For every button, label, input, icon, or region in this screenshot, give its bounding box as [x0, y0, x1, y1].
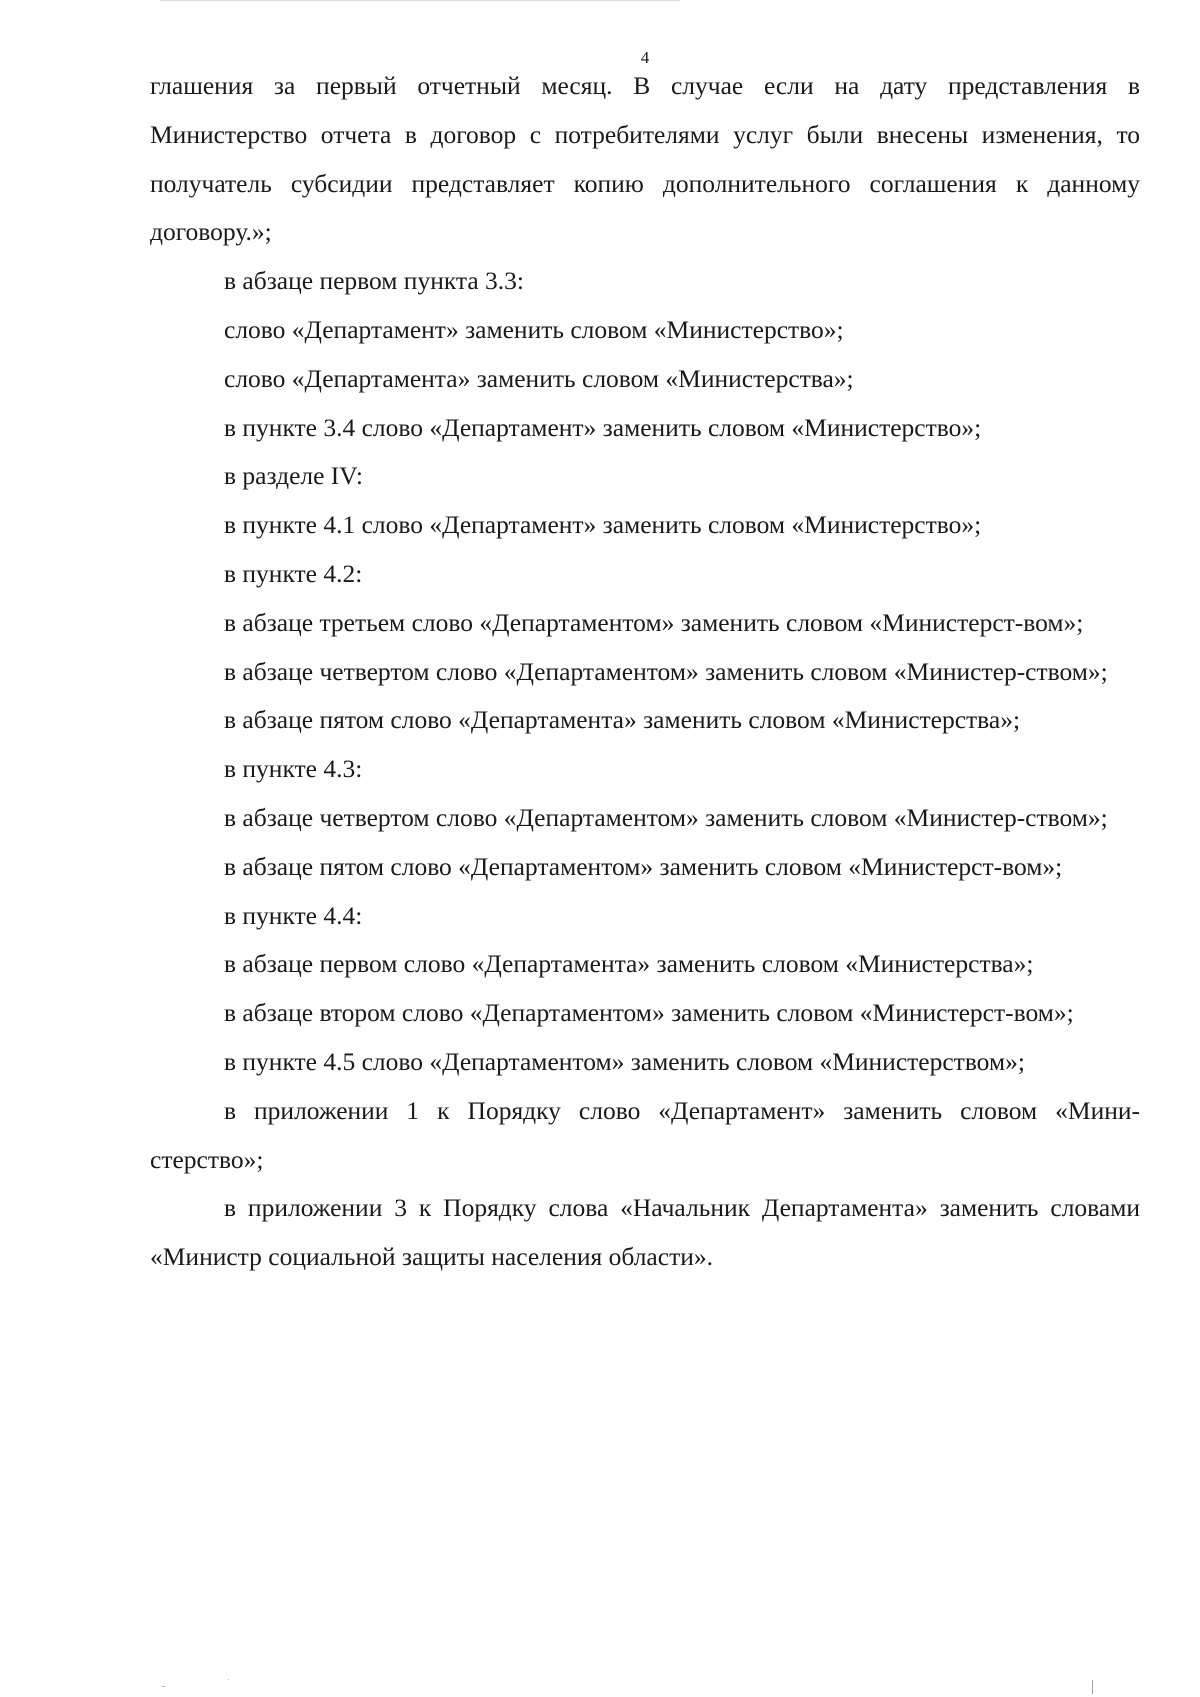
scan-artifact-bottom-left: [162, 1686, 165, 1687]
page-number: 4: [640, 48, 650, 67]
paragraph: глашения за первый отчетный месяц. В случае если на дату представления в Министерство отчета в договор с потребителями услуг были внесены изменения, то получатель субсидии представляет копию дополнительного соглашения к данному договору.»;: [150, 71, 1140, 247]
paragraph: в разделе IV:: [224, 461, 363, 491]
paragraph: в пункте 4.5 слово «Департаментом» заменить словом «Министерством»;: [224, 1046, 1025, 1076]
paragraph: в абзаце третьем слово «Департаментом» заменить словом «Министерст-вом»;: [224, 607, 1084, 637]
paragraph: слово «Департамента» заменить словом «Министерства»;: [224, 363, 854, 393]
paragraph: слово «Департамент» заменить словом «Министерство»;: [224, 314, 844, 344]
paragraph: в абзаце четвертом слово «Департаментом» заменить словом «Министер-ством»;: [224, 656, 1108, 686]
paragraph: в абзаце первом слово «Департамента» заменить словом «Министерства»;: [224, 949, 1034, 979]
paragraph: в пункте 4.3:: [224, 754, 363, 784]
document-body: [150, 62, 1140, 1282]
paragraph: в пункте 4.2:: [224, 558, 363, 588]
paragraph: в приложении 3 к Порядку слова «Начальник Департамента» заменить словами «Министр социальной защиты населения области».: [150, 1193, 1140, 1272]
paragraph: в абзаце пятом слово «Департамента» заменить словом «Министерства»;: [224, 705, 1021, 735]
scan-artifact-bottom-right: [1092, 1680, 1093, 1694]
paragraph: в абзаце четвертом слово «Департаментом» заменить словом «Министер-ством»;: [224, 802, 1108, 832]
paragraph: в пункте 4.4:: [224, 900, 363, 930]
paragraph: в пункте 3.4 слово «Департамент» заменить словом «Министерство»;: [224, 412, 982, 442]
paragraph: в абзаце пятом слово «Департаментом» заменить словом «Министерст-вом»;: [224, 851, 1063, 881]
paragraph: в пункте 4.1 слово «Департамент» заменить словом «Министерство»;: [224, 510, 982, 540]
paragraph: в абзаце втором слово «Департаментом» заменить словом «Министерст-вом»;: [224, 998, 1074, 1028]
scan-artifact-bottom-mid: [228, 1679, 229, 1680]
paragraph: в абзаце первом пункта 3.3:: [224, 266, 524, 296]
scan-artifact-top: [160, 0, 680, 1]
paragraph: в приложении 1 к Порядку слово «Департамент» заменить словом «Мини-стерство»;: [150, 1095, 1140, 1174]
